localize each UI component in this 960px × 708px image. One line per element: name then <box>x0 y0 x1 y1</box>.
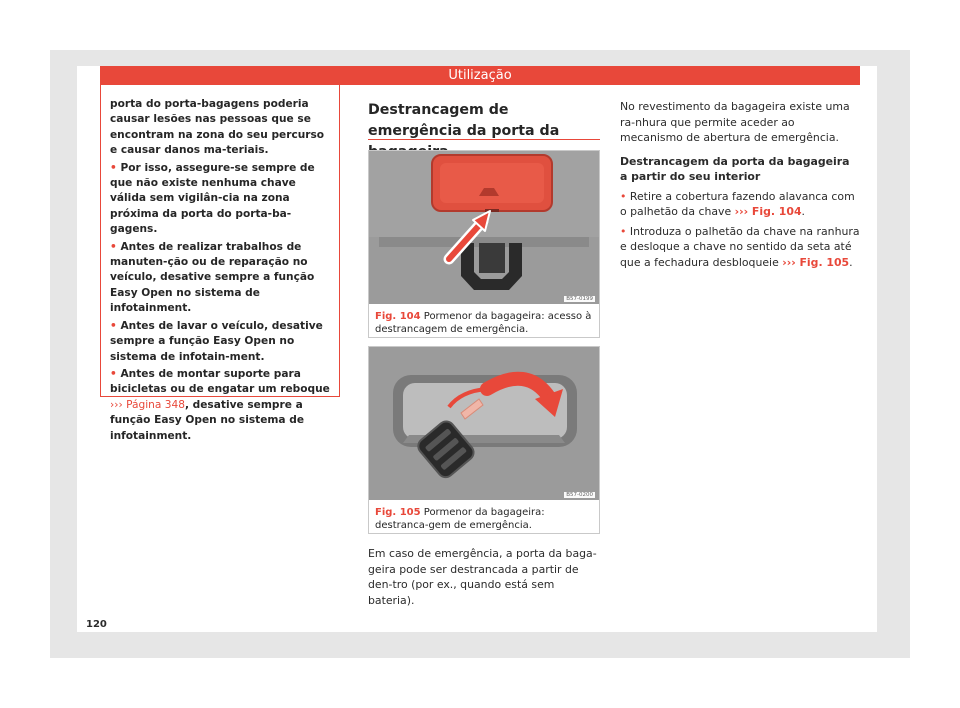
bullet-icon: • <box>110 319 117 332</box>
bullet-icon: • <box>110 240 117 253</box>
warning-bullet: • Antes de montar suporte para bicicletas ou de engatar um reboque ››› Página 348, desative sempre a função Easy Open no sistema de infotainment. <box>110 367 330 442</box>
emergency-paragraph: Em caso de emergência, a porta da baga-geira pode ser destrancada a partir de den-tro (por ex., quando está sem bateria). <box>368 547 597 607</box>
page-number: 120 <box>86 619 107 630</box>
warning-bullet: • Antes de realizar trabalhos de manuten-ção ou de reparação no veículo, desative sempre a função Easy Open no sistema de infotainment. <box>110 240 315 315</box>
bullet-icon: • <box>620 224 627 238</box>
step-item: • Retire a cobertura fazendo alavanca com o palhetão da chave ››› Fig. 104. <box>620 189 855 218</box>
warning-bullet: • Antes de lavar o veículo, desative sempre a função Easy Open no sistema de infotain-ment. <box>110 319 323 363</box>
figure-label: Fig. 104 <box>375 311 421 322</box>
figure-label: Fig. 105 <box>375 507 421 518</box>
chapter-title: Utilização <box>448 68 512 83</box>
bullet-icon: • <box>110 367 117 380</box>
warning-box <box>100 85 340 442</box>
bullet-icon: • <box>620 189 627 203</box>
page-link[interactable]: ››› Página 348 <box>110 398 185 411</box>
section-title: Destrancagem de emergência da porta da <box>368 102 560 139</box>
figure-code: B57-0199 <box>566 296 593 302</box>
title-divider <box>368 139 600 140</box>
figure-caption: Fig. 105 Pormenor da bagageira: destranca-gem de emergência. <box>375 507 545 531</box>
figure-105 <box>368 346 600 534</box>
chapter-header <box>100 66 860 85</box>
slot-paragraph: No revestimento da bagageira existe uma ra-nhura que permite aceder ao mecanismo de abertura de emergência. <box>620 100 850 144</box>
bullet-icon: • <box>110 161 117 174</box>
trunk-lid-icon <box>432 155 552 212</box>
trunk-access-illustration <box>369 151 599 304</box>
figure-image <box>369 151 599 304</box>
instructions-column <box>620 99 860 274</box>
step-item: • Introduza o palhetão da chave na ranhura e desloque a chave no sentido da seta até que a fechadura desbloqueie ››› Fig. 105. <box>620 224 860 269</box>
figure-image <box>369 347 599 500</box>
warning-intro: porta do porta-bagagens poderia causar lesões nas pessoas que se encontram na zona do seu percurso e causar danos ma-teriais. <box>110 98 325 157</box>
figure-caption: Fig. 104 Pormenor da bagageira: acesso à destrancagem de emergência. <box>375 311 592 335</box>
subheading: Destrancagem da porta da bagageira a partir do seu interior <box>620 154 850 183</box>
figure-104 <box>368 150 600 338</box>
figure-code: B57-0200 <box>566 492 593 498</box>
figure-link[interactable]: ››› Fig. 105 <box>782 255 850 269</box>
key-unlock-illustration <box>369 347 599 500</box>
figure-link[interactable]: ››› Fig. 104 <box>734 205 802 218</box>
warning-bullet: • Por isso, assegure-se sempre de que não existe nenhuma chave válida sem vigilân-cia na zona próxima da porta do porta-ba-gagens. <box>110 161 315 236</box>
